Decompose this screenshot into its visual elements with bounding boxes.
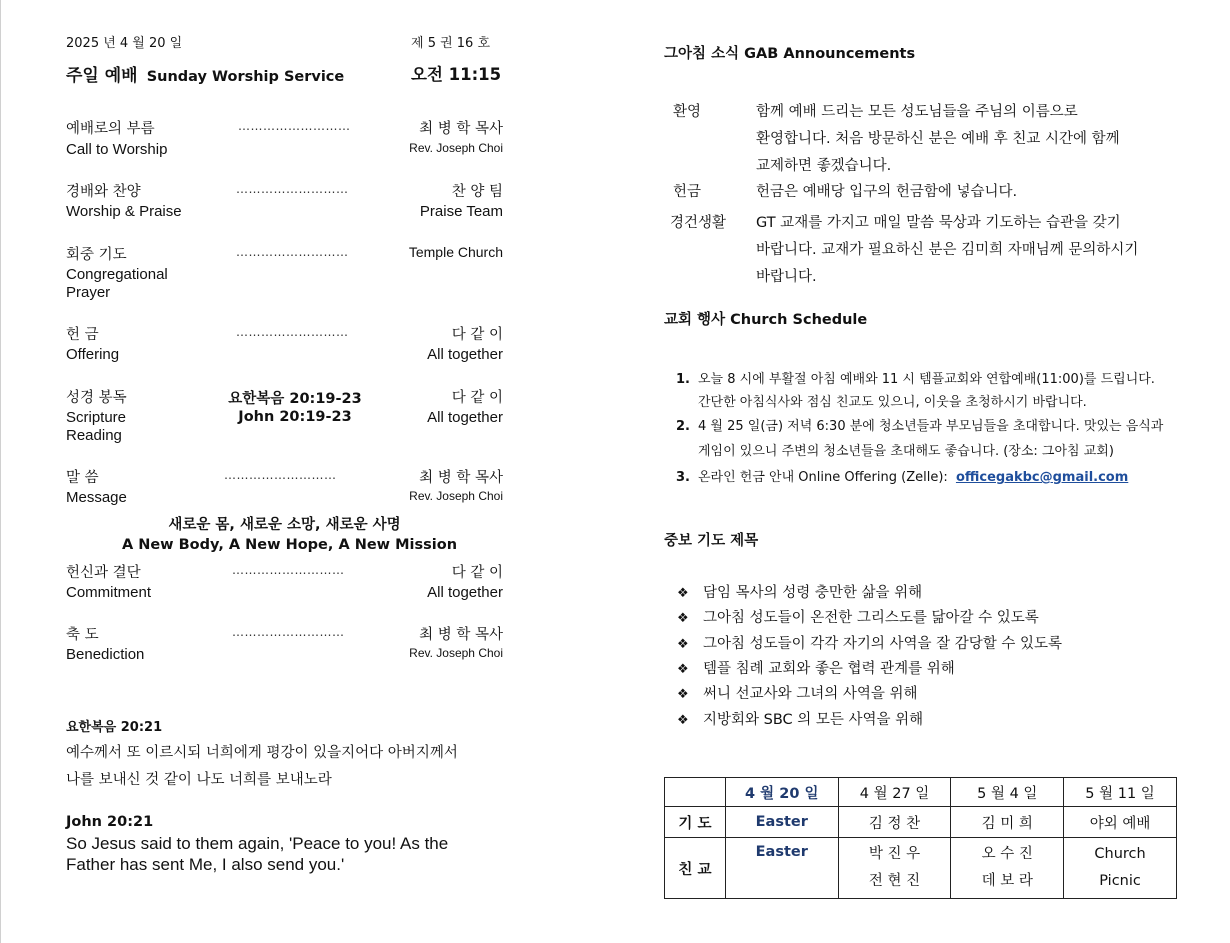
prayer-item: ❖ 템플 침례 교회와 좋은 협력 관계를 위해 xyxy=(677,661,955,677)
verse-ref-ko: 요한복음 20:21 xyxy=(66,720,163,735)
order-item-en: Benediction xyxy=(66,646,145,663)
schedule-line: 간단한 아침식사와 점심 친교도 있으니, 이웃을 초청하시기 바랍니다. xyxy=(698,395,1087,410)
leader-dots: ……………………… xyxy=(232,563,345,577)
diamond-bullet-icon: ❖ xyxy=(677,611,689,626)
announcement-label: 경건생활 xyxy=(670,215,727,231)
order-item-ko: 예배로의 부름 xyxy=(66,121,155,137)
table-cell: 김 정 찬 xyxy=(838,807,951,838)
order-leader-ko: 찬 양 팀 xyxy=(451,184,503,200)
table-cell: Church Picnic xyxy=(1064,838,1177,899)
title-korean: 주일 예배 xyxy=(66,66,138,86)
announcement-line: 헌금은 예배당 입구의 헌금함에 넣습니다. xyxy=(756,184,1018,200)
announcement-label: 환영 xyxy=(673,104,702,120)
prayer-item: ❖ 그아침 성도들이 각각 자기의 사역을 잘 감당할 수 있도록 xyxy=(677,636,1063,652)
title-english: Sunday Worship Service xyxy=(146,69,345,85)
schedule-line: 4 월 25 일(금) 저녁 6:30 분에 청소년들과 부모님들을 초대합니다. 맛있는 음식과 xyxy=(698,419,1164,434)
leader-dots: ……………………… xyxy=(224,468,337,482)
schedule-item xyxy=(676,415,1163,434)
order-item-en: Message xyxy=(66,489,127,506)
verse-text-en-line: So Jesus said to them again, 'Peace to you! As the xyxy=(66,834,449,853)
leader-dots: ……………………… xyxy=(236,245,349,259)
table-cell: Easter xyxy=(725,807,838,838)
diamond-bullet-icon: ❖ xyxy=(677,586,689,601)
order-item-en: Offering xyxy=(66,346,120,363)
diamond-bullet-icon: ❖ xyxy=(677,687,689,702)
announcement-label: 헌금 xyxy=(673,184,702,200)
table-header-row xyxy=(665,778,1177,807)
schedule-line: 게임이 있으니 주변의 청소년들을 초대해도 좋습니다. (장소: 그아침 교회) xyxy=(698,444,1114,459)
table-corner-cell xyxy=(665,778,726,807)
table-cell: 오 수 진 데 보 라 xyxy=(951,838,1064,899)
table-row xyxy=(665,838,1177,899)
table-cell: 야외 예배 xyxy=(1064,807,1177,838)
order-leader-en: Rev. Joseph Choi xyxy=(409,141,503,155)
page-title xyxy=(66,61,344,86)
prayer-heading: 중보 기도 제목 xyxy=(664,533,759,549)
order-item-ko: 회중 기도 xyxy=(66,247,127,263)
order-item-ko: 성경 봉독 xyxy=(66,390,127,406)
diamond-bullet-icon: ❖ xyxy=(677,662,689,677)
sermon-title-ko: 새로운 몸, 새로운 소망, 새로운 사명 xyxy=(168,517,401,533)
table-cell: 박 진 우 전 현 진 xyxy=(838,838,951,899)
prayer-item: ❖ 그아침 성도들이 온전한 그리스도를 닮아갈 수 있도록 xyxy=(677,610,1039,626)
order-item-ko: 헌신과 결단 xyxy=(66,565,141,581)
order-item-en: Call to Worship xyxy=(66,141,168,158)
announcement-line: GT 교재를 가지고 매일 말씀 묵상과 기도하는 습관을 갖기 xyxy=(756,215,1121,231)
order-item-en: Worship & Praise xyxy=(66,203,182,220)
service-time: 오전 11:15 xyxy=(411,65,502,84)
table-cell: 김 미 희 xyxy=(951,807,1064,838)
order-item-ko: 축 도 xyxy=(66,627,99,643)
announcement-line: 바랍니다. 교재가 필요하신 분은 김미희 자매님께 문의하시기 xyxy=(756,242,1139,258)
table-row-label: 친 교 xyxy=(665,838,726,899)
verse-ref-en: John 20:21 xyxy=(66,814,154,830)
schedule-num: 1. xyxy=(676,372,690,387)
scripture-ref-en: John 20:19-23 xyxy=(238,409,352,425)
schedule-num: 2. xyxy=(676,419,690,434)
duty-schedule-table xyxy=(664,777,1177,899)
announcement-line: 바랍니다. xyxy=(756,269,817,285)
table-cell: Easter xyxy=(725,838,838,899)
order-item-en-2: Reading xyxy=(66,427,122,444)
announcements-heading: 그아침 소식 GAB Announcements xyxy=(664,46,916,62)
table-date-cell: 4 월 20 일 xyxy=(725,778,838,807)
schedule-item xyxy=(676,466,1128,485)
table-row xyxy=(665,807,1177,838)
order-leader-en: All together xyxy=(427,346,503,363)
schedule-line: 온라인 헌금 안내 Online Offering (Zelle): xyxy=(698,470,948,485)
verse-text-ko-line: 나를 보내신 것 같이 나도 너희를 보내노라 xyxy=(66,772,332,788)
scripture-ref-ko: 요한복음 20:19-23 xyxy=(228,391,362,407)
prayer-item: ❖ 써니 선교사와 그녀의 사역을 위해 xyxy=(677,686,918,702)
leader-dots: ……………………… xyxy=(232,625,345,639)
order-leader-ko: 다 같 이 xyxy=(451,390,503,406)
order-item-en: Congregational xyxy=(66,266,168,283)
order-item-en: Scripture xyxy=(66,409,127,426)
verse-text-en-line: Father has sent Me, I also send you.' xyxy=(66,855,345,874)
diamond-bullet-icon: ❖ xyxy=(677,637,689,652)
bulletin-date: 2025 년 4 월 20 일 xyxy=(66,36,183,51)
sermon-title-en: A New Body, A New Hope, A New Mission xyxy=(121,537,458,553)
schedule-heading: 교회 행사 Church Schedule xyxy=(664,312,868,328)
page-left-edge xyxy=(0,0,1,943)
verse-text-ko-line: 예수께서 또 이르시되 너희에게 평강이 있을지어다 아버지께서 xyxy=(66,745,458,761)
table-date-cell: 5 월 4 일 xyxy=(951,778,1064,807)
order-item-ko: 말 씀 xyxy=(66,470,99,486)
prayer-item: ❖ 지방회와 SBC 의 모든 사역을 위해 xyxy=(677,712,924,728)
announcement-line: 환영합니다. 처음 방문하신 분은 예배 후 친교 시간에 함께 xyxy=(756,131,1120,147)
order-leader-en: All together xyxy=(427,409,503,426)
order-item-ko: 경배와 찬양 xyxy=(66,184,141,200)
order-item-ko: 헌 금 xyxy=(66,327,99,343)
offering-email-link[interactable]: officegakbc@gmail.com xyxy=(955,470,1129,485)
schedule-line: 오늘 8 시에 부활절 아침 예배와 11 시 템플교회와 연합예배(11:00)를 드립니다. xyxy=(698,372,1155,387)
order-leader-ko: 최 병 학 목사 xyxy=(419,627,503,643)
order-leader-ko: Temple Church xyxy=(408,244,503,260)
order-leader-en: Rev. Joseph Choi xyxy=(409,489,503,503)
table-date-cell: 5 월 11 일 xyxy=(1064,778,1177,807)
order-item-en-2: Prayer xyxy=(66,284,111,301)
leader-dots: ……………………… xyxy=(236,325,349,339)
table-row-label: 기 도 xyxy=(665,807,726,838)
announcement-line: 교제하면 좋겠습니다. xyxy=(756,158,892,174)
diamond-bullet-icon: ❖ xyxy=(677,713,689,728)
schedule-item xyxy=(676,368,1155,387)
prayer-item: ❖ 담임 목사의 성령 충만한 삶을 위해 xyxy=(677,585,923,601)
schedule-num: 3. xyxy=(676,470,690,485)
order-leader-ko: 최 병 학 목사 xyxy=(419,470,503,486)
announcement-line: 함께 예배 드리는 모든 성도님들을 주님의 이름으로 xyxy=(756,104,1078,120)
order-leader-ko: 최 병 학 목사 xyxy=(419,121,503,137)
leader-dots: ……………………… xyxy=(236,182,349,196)
leader-dots: ……………………… xyxy=(238,119,351,133)
table-date-cell: 4 월 27 일 xyxy=(838,778,951,807)
bulletin-volume: 제 5 권 16 호 xyxy=(411,36,491,51)
order-leader-en: Rev. Joseph Choi xyxy=(409,646,503,660)
order-leader-en: All together xyxy=(427,584,503,601)
order-leader-ko: 다 같 이 xyxy=(451,565,503,581)
order-item-en: Commitment xyxy=(66,584,152,601)
order-leader-ko: 다 같 이 xyxy=(451,327,503,343)
order-leader-en: Praise Team xyxy=(419,203,503,220)
